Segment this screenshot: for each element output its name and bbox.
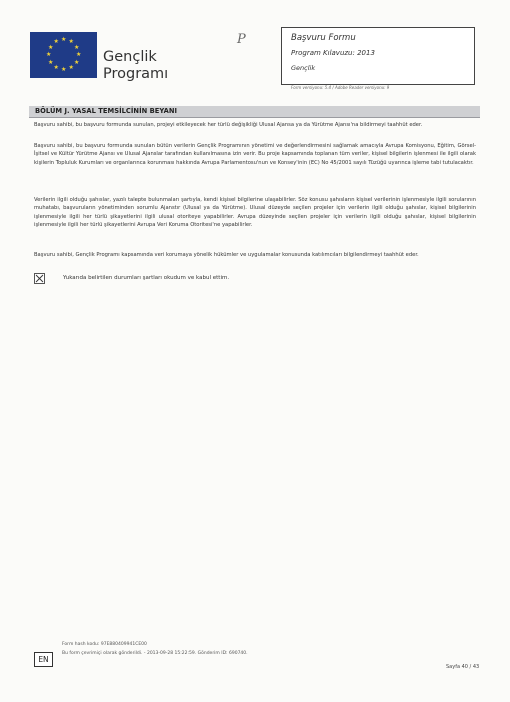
- acceptance-row: [34, 273, 474, 285]
- section-title: BÖLÜM J. YASAL TEMSİLCİNİN BEYANI: [35, 107, 178, 115]
- star-icon: ★: [73, 43, 80, 51]
- form-hash: Form hash kodu: 97E880409941CE00: [62, 642, 147, 647]
- section-header: [29, 106, 480, 118]
- star-icon: ★: [68, 63, 74, 71]
- submission-info: Bu form çevrimiçi olarak gönderildi. - 2013-09-28 15:22:59. Gönderim ID: 690740.: [62, 651, 248, 656]
- paragraph: Başvuru sahibi, bu başvuru formunda sunulan bütün verilerin Gençlik Programının yönetimi ve değerlendirmesini sağlamak amacıyla Avrupa Komisyonu, Eğitim, Görsel-İşitsel ve Kültür Yürütme Ajansı ve Ulusal Ajanslar tarafından kullanılmasına izin verir. Bu proje kapsamında toplanan tüm veriler, kişisel bilgilerin işlenmesi ile ilgili olarak kişilerin Topluluk Kurumları ve organlarınca korunması hakkında Avrupa Parlamentosu'nun ve Konsey'inin (EC) No 45/2001 sayılı Tüzüğü uyarınca işleme tabi tutulacaktır.: [34, 143, 476, 166]
- program-title-line2: Programı: [103, 66, 169, 82]
- eu-stars-icon: [30, 32, 97, 78]
- page-number: Sayfa 40 / 43: [446, 664, 480, 670]
- form-title: Başvuru Formu: [291, 33, 356, 43]
- form-version: Form versiyonu: 5.4 / Adobe Reader versiyonu: 9: [291, 85, 390, 90]
- program-name: Gençlik: [291, 64, 316, 72]
- star-icon: ★: [46, 51, 52, 58]
- star-icon: ★: [48, 58, 54, 66]
- program-title-line1: Gençlik: [103, 49, 157, 65]
- checkmark-x-icon: [35, 274, 44, 283]
- star-icon: ★: [61, 36, 67, 43]
- program-guide: Program Kılavuzu: 2013: [291, 49, 375, 57]
- paragraph: Başvuru sahibi, Gençlik Programı kapsamında veri korumaya yönelik hükümler ve uygulamalar konusunda katılımcıları bilgilendirmeyi taahhüt eder.: [34, 252, 419, 258]
- star-icon: ★: [48, 43, 54, 51]
- star-icon: ★: [53, 63, 59, 71]
- acceptance-label: Yukarıda belirtilen durumları şartları okudum ve kabul ettim.: [63, 275, 230, 281]
- star-icon: ★: [76, 51, 82, 58]
- eu-flag-logo: [30, 32, 97, 78]
- star-icon: ★: [53, 38, 59, 45]
- paragraph: Başvuru sahibi, bu başvuru formunda sunulan, projeyi etkileyecek her türlü değişikliği Ulusal Ajansa ya da Yürütme Ajansı'na bildirmeyi taahhüt eder.: [34, 122, 423, 128]
- paragraph: Verilerin ilgili olduğu şahıslar, yazılı talepte bulunmaları şartıyla, kendi kişisel bilgilerine ulaşabilirler. Söz konusu şahısların kişisel verilerinin işlenmesiyle ilgili sorularının muhatabı, başvuruların yönetiminden sorumlu Ajanstır (Ulusal ya da Yürütme). Ulusal düzeyde seçilen projeler için verilerin ilgili olduğu şahıslar, kişisel bilgilerinin işlenmesiyle ilgili her türlü şikayetlerini ilgili ulusal otoriteye yapabilirler. Avrupa düzeyinde seçilen projeler için verilerin ilgili olduğu şahıslar, kişisel bilgilerinin işlenmesiyle ilgili her türlü şikayetlerini Avrupa Veri Koruma Otoritesi'ne yapabilirler.: [34, 197, 476, 228]
- star-icon: ★: [61, 66, 67, 73]
- star-icon: ★: [73, 58, 80, 66]
- star-icon: ★: [68, 38, 74, 45]
- acceptance-checkbox[interactable]: [34, 273, 45, 284]
- language-badge: EN: [34, 652, 53, 667]
- program-logo-title: [103, 49, 168, 83]
- form-info-box: [281, 27, 475, 85]
- handwritten-margin-note: P: [237, 32, 246, 47]
